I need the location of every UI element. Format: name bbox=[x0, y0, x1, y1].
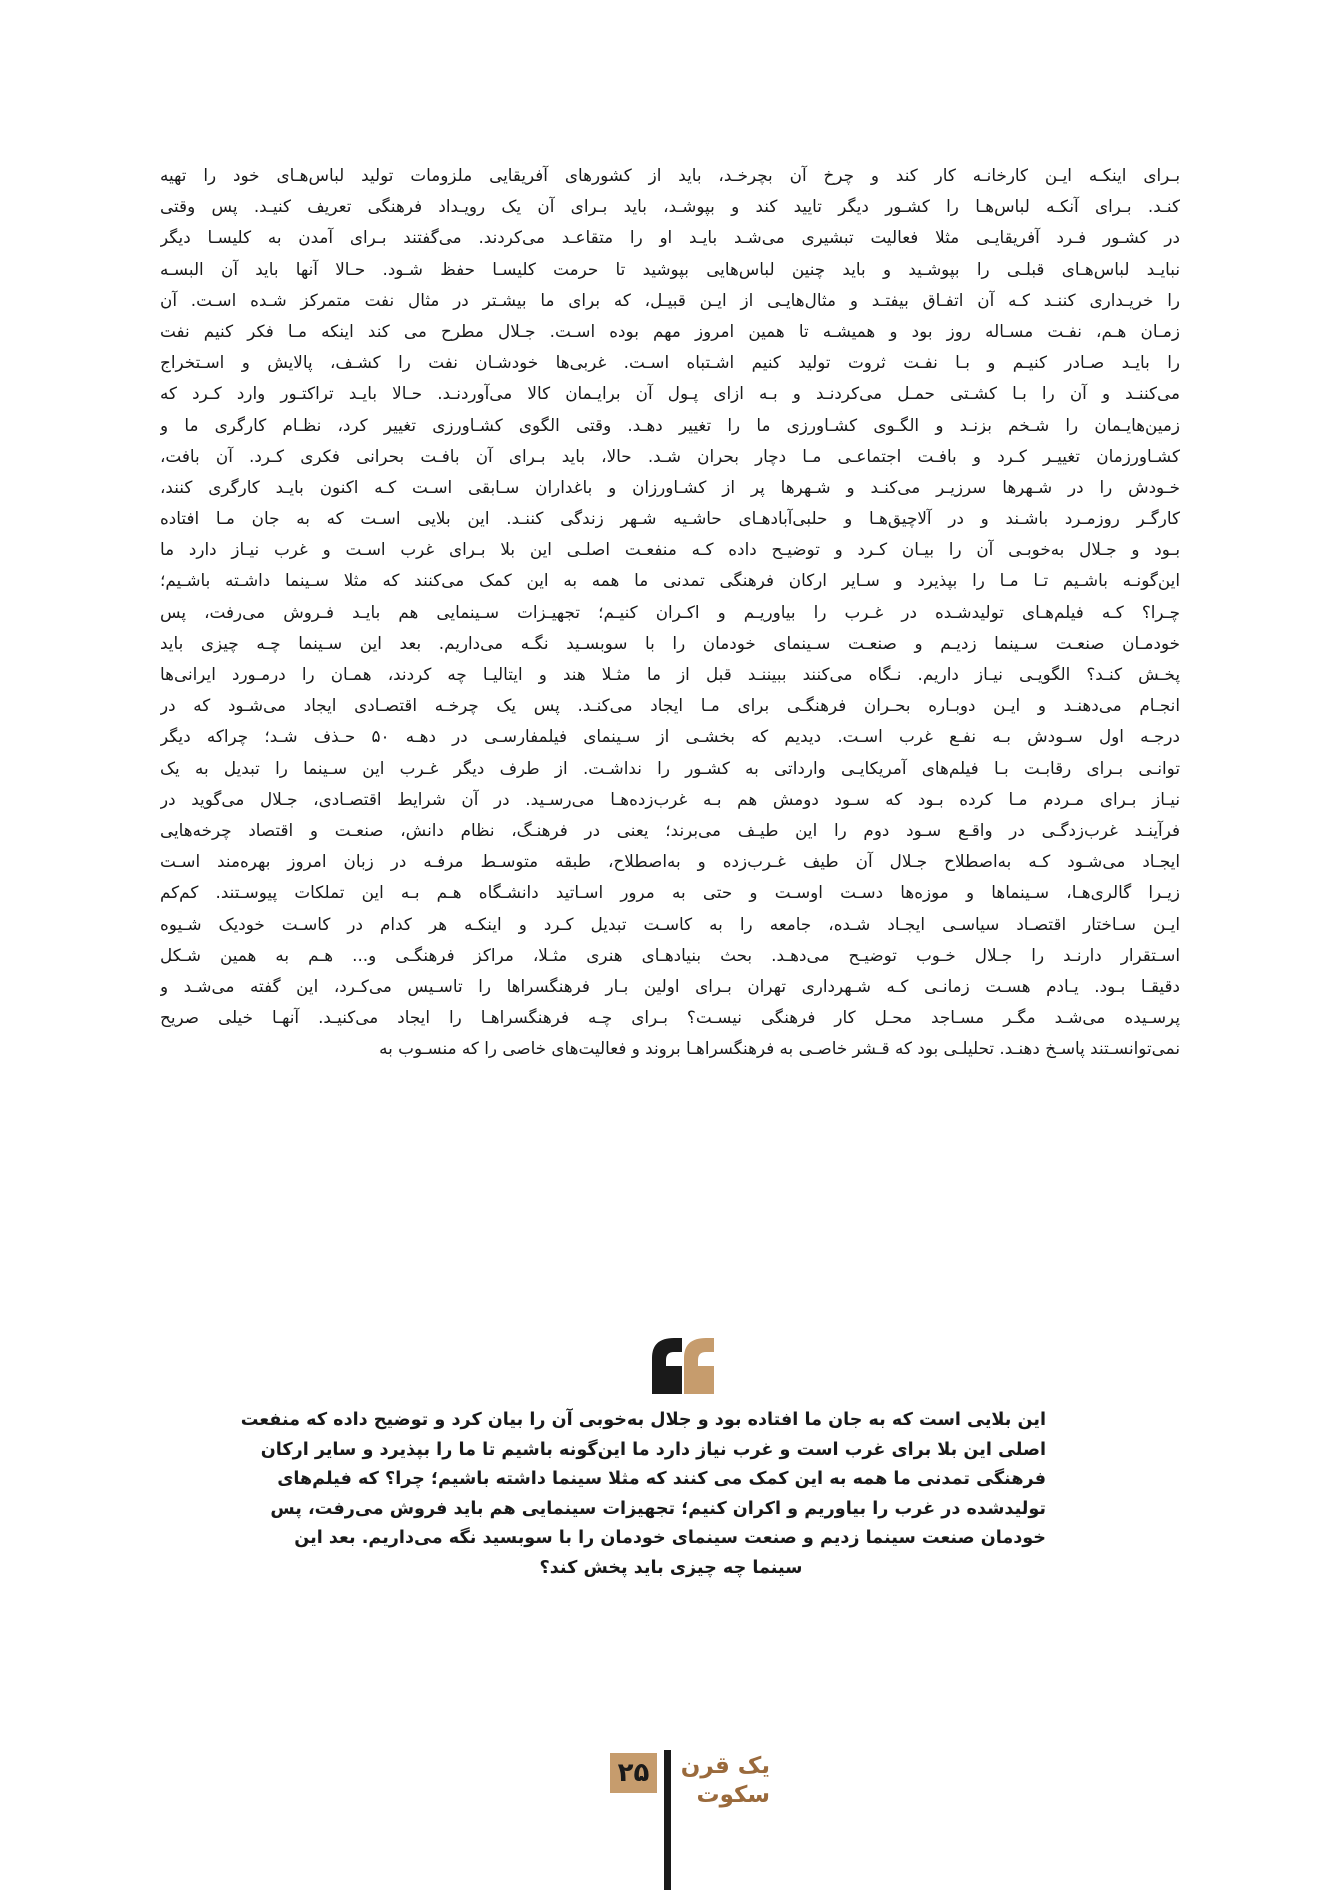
body-line: کنـد. بـرای آنکـه لباس‌هـا را کشـور دیگر تایید کند و بپوشـد، باید بـرای آن یک رویـداد فرهنگی تعریف کنیـد. پس وقتی bbox=[160, 196, 1180, 217]
body-line: انجـام می‌دهنـد و ایـن دوبـاره بحـران فرهنگـی برای مـا ایجاد می‌کنـد. پس یک چرخـه اقتصـادی ایجاد می‌شـود که در bbox=[160, 695, 1180, 716]
pull-quote-line: سینما چه چیزی باید پخش کند؟ bbox=[539, 1557, 803, 1578]
pull-quote bbox=[240, 1406, 1046, 1583]
body-line: نمی‌توانسـتند پاسـخ دهنـد. تحلیلـی بود که قـشر خاصـی به فرهنگسراهـا بروند و فعالیت‌های خاصی را که منسـوب به bbox=[379, 1038, 1180, 1059]
journal-title-line: سکوت bbox=[696, 1782, 770, 1808]
journal-title bbox=[680, 1752, 770, 1810]
body-line: فرآینـد غرب‌زدگـی در واقـع سـود دوم را این طیـف می‌برند؛ یعنی در فرهنـگ، نظام دانش، صنعـت و اقتصاد چرخه‌هایی bbox=[160, 819, 1180, 840]
body-line: درجـه اول سـودش بـه نفـع غرب اسـت. دیدیم که بخشـی از سـینمای فیلمفارسـی در دهـه ۵۰ حـذف شـد؛ چراکه دیگر bbox=[160, 726, 1180, 747]
body-line: چـرا؟ کـه فیلم‌هـای تولیدشـده در غـرب را بیاوریـم و اکـران کنیـم؛ تجهیـزات سـینمایی هم بایـد فـروش می‌رفت، پس bbox=[160, 601, 1180, 622]
pull-quote-line: خودمان صنعت سینما زدیم و صنعت سینمای خودمان را با سوبسید نگه می‌داریم. بعد این bbox=[294, 1528, 1046, 1548]
body-line: بـود و جـلال به‌خوبـی آن را بیـان کـرد و توضیـح داده کـه منفعـت اصلـی این بلا بـرای غرب اسـت و غرب نیـاز دارد ما bbox=[160, 539, 1180, 560]
pull-quote-line: فرهنگی تمدنی ما همه به این کمک می کنند که مثلا سینما داشته باشیم؛ چرا؟ که فیلم‌های bbox=[277, 1469, 1046, 1489]
body-line: پخـش کنـد؟ الگویـی نیـاز داریم. نـگاه می‌کنند ببیننـد قبل از ما مثـلا هند و ایتالیـا چه کردند، همـان را درمـورد ایرانی‌ها bbox=[160, 664, 1180, 684]
body-line: زمـان هـم، نفـت مسـاله روز بود و همیشـه تا همین امروز مهم بوده اسـت. جـلال مطرح می کند اینکه مـا فکر کنیم نفت bbox=[160, 320, 1180, 341]
body-line: را بایـد صـادر کنیـم و بـا نفـت ثروت تولید کنیم اشـتباه اسـت. غربی‌ها خودشـان نفت را کشـف، پالایش و اسـتخراج bbox=[160, 352, 1180, 373]
body-line: خـودش را در شـهرها سرزیـر می‌کنـد و شـهرها پر از کشـاورزان و باغداران سـابقی اسـت کـه اکنون بایـد کارگری کنند، bbox=[160, 476, 1180, 497]
body-line: بـرای اینکـه ایـن کارخانـه کار کند و چرخ آن بچرخـد، باید از کشورهای آفریقایی ملزومات تولید لباس‌هـای خود را تهیه bbox=[160, 165, 1180, 185]
article-body bbox=[160, 160, 1180, 1064]
body-line: اسـتقرار دارنـد را جـلال خـوب توضیـح می‌دهـد. بحث بنیادهـای هنری مثـلا، مراکز فرهنگـی و... هـم به همین شـکل bbox=[160, 944, 1180, 965]
body-line: کارگـر روزمـرد باشـند و در آلاچیق‌هـا و حلبی‌آبادهـای حاشـیه شـهر زندگی کننـد. این بلایی اسـت که به جان مـا افتاده bbox=[160, 508, 1180, 529]
body-line: ایجـاد می‌شـود کـه به‌اصطلاح جـلال آن طیف غـرب‌زده و به‌اصطلاح، طبقه متوسـط مرفـه در زبان امروز بهره‌مند اسـت bbox=[160, 851, 1180, 872]
body-line: پرسـیده می‌شـد مگـر مسـاجد محـل کار فرهنگی نیسـت؟ بـرای چـه فرهنگسراهـا را ایجاد می‌کنیـد. آنهـا خیلی صریح bbox=[160, 1007, 1180, 1028]
page-number: ۲۵ bbox=[610, 1753, 657, 1793]
body-line: نیـاز بـرای مـردم مـا کرده بـود که سـود دومش هم بـه غرب‌زده‌هـا می‌رسـید. در آن شرایط اقتصـادی، جـلال می‌گوید در bbox=[160, 788, 1180, 809]
footer-divider bbox=[664, 1750, 671, 1890]
body-line: می‌کننـد و آن را بـا کشـتی حمـل می‌کردنـد و بـه ازای پـول آن برایـمان کالا می‌آوردنـد. حـالا بایـد تراکتـور وارد کـرد که bbox=[160, 383, 1180, 404]
body-line: زمین‌هایـمان را شـخم بزنـد و الگـوی کشـاورزی ما را تغییر دهـد. وقتی الگوی کشـاورزی تغییر کرد، نظـام کارگری ما و bbox=[160, 414, 1180, 435]
body-line: کشـاورزمان تغییـر کـرد و بافـت اجتماعـی مـا دچار بحران شـد. حالا، باید بـرای آن بافـت بحرانی فکری کـرد. آن بافت، bbox=[160, 445, 1180, 466]
body-line: توانـی بـرای رقابـت بـا فیلم‌های آمریکایـی وارداتی به کشـور را نداشـت. از طرف دیگر غـرب این سـینما را تبدیل به یک bbox=[160, 757, 1180, 778]
journal-title-line: یک قرن bbox=[680, 1753, 770, 1779]
quote-mark-icon bbox=[650, 1336, 716, 1394]
body-line: ایـن سـاختار اقتصـاد سیاسـی ایجـاد شـده، جامعه را به کاسـت تبدیل کـرد و اینکـه هر کدام در کاسـت خودیک شـیوه bbox=[160, 913, 1180, 934]
body-line: زیـرا گالری‌هـا، سـینماها و موزه‌ها دسـت اوسـت و حتی به مرور اسـاتید دانشـگاه هـم بـه این تملکات پیوسـتند. کم‌کم bbox=[160, 882, 1180, 903]
pull-quote-line: تولیدشده در غرب را بیاوریم و اکران کنیم؛ تجهیزات سینمایی هم باید فروش می‌رفت، پس bbox=[270, 1498, 1046, 1519]
body-line: نبایـد لباس‌هـای قبلـی را بپوشـید و باید چنین لباس‌هایی بپوشید تا حرمت کلیسـا حفظ شـود. حـالا آنها باید آن البسـه bbox=[160, 258, 1180, 279]
body-line: در کشـور فـرد آفریقایـی مثلا فعالیت تبشیری می‌شـد بایـد او را متقاعـد می‌کردند. می‌گفتند بـرای آمدن به کلیسـا دیگر bbox=[160, 227, 1180, 248]
body-line: را خریـداری کننـد کـه آن اتفـاق بیفتـد و مثال‌هایـی از ایـن قبیـل، که برای ما بیشـتر در مثال نفت متمرکز شـده اسـت. آن bbox=[160, 289, 1180, 310]
body-line: دقیقـا بـود. یـادم هسـت زمانـی کـه شـهرداری تهران بـرای اولین بـار فرهنگسراها را تاسـیس می‌کـرد، این گفته می‌شـد و bbox=[160, 975, 1180, 996]
body-line: خودمـان صنعـت سـینما زدیـم و صنعـت سـینمای خودمان را با سوبسـید نگـه می‌داریم. بعد این سـینما چـه چیزی باید bbox=[160, 632, 1180, 653]
pull-quote-line: این بلایی است که به جان ما افتاده بود و جلال به‌خوبی آن را بیان کرد و توضیح داده که منفعت bbox=[240, 1410, 1046, 1430]
body-line: این‌گونـه باشـیم تـا مـا را بپذیرد و سـایر ارکان فرهنگی تمدنی ما همه به این کمک می‌کنند که مثلا سـینما داشـته باشـیم؛ bbox=[160, 570, 1180, 591]
pull-quote-line: اصلی این بلا برای غرب است و غرب نیاز دارد ما این‌گونه باشیم تا ما را بپذیرد و سایر ارکان bbox=[260, 1439, 1046, 1460]
